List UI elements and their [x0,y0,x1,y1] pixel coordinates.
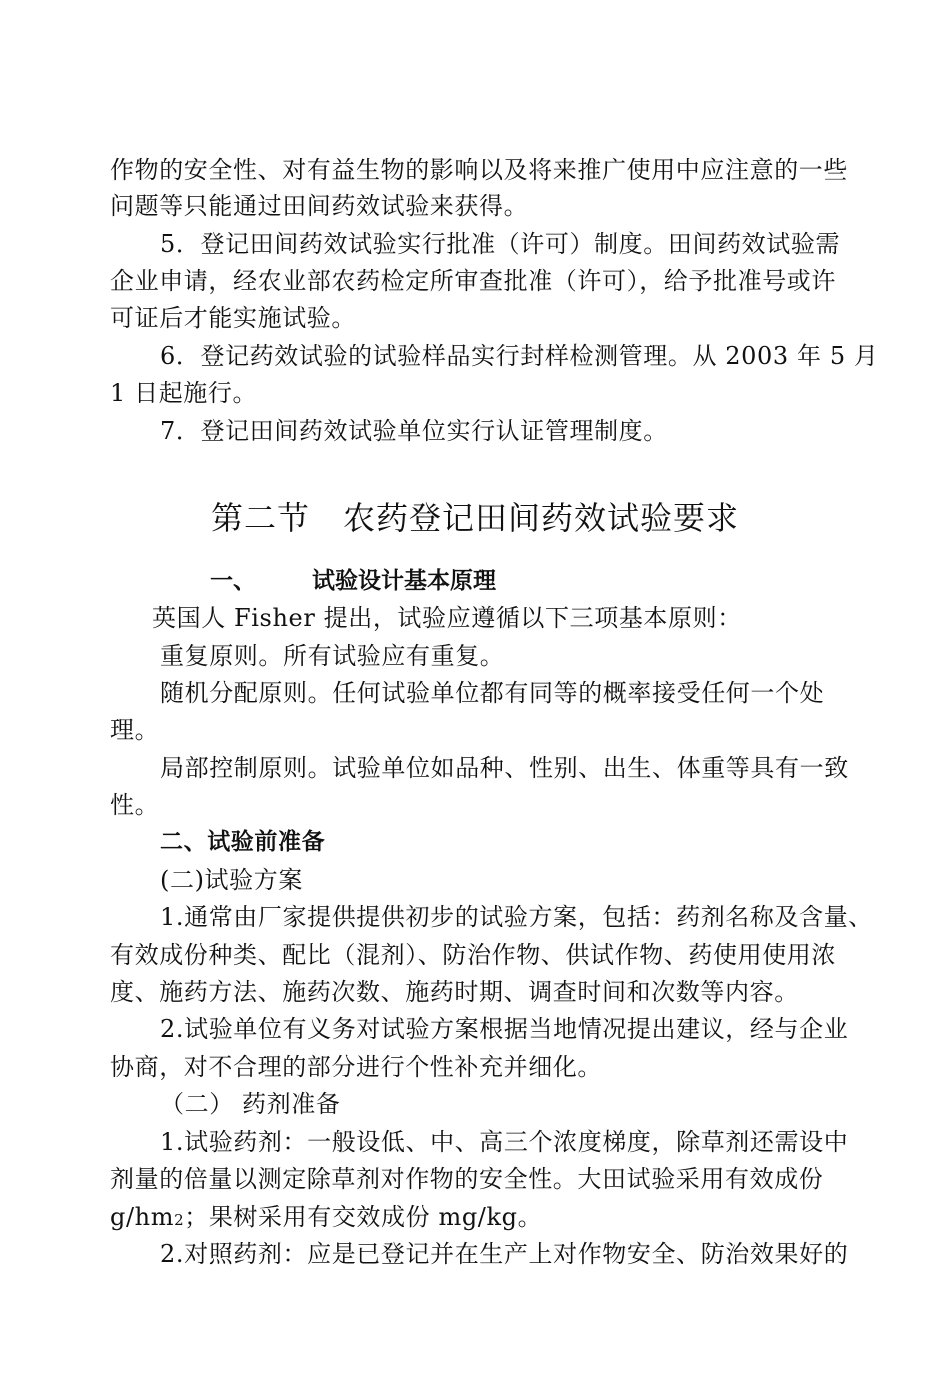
heading-level-1 [210,563,496,599]
body-line: 重复原则。所有试验应有重复。 [160,642,505,670]
paragraph-line: 5．登记田间药效试验实行批准（许可）制度。田间药效试验需 [160,230,841,258]
plan-line: 度、施药方法、施药次数、施药时期、调查时间和次数等内容。 [110,978,799,1006]
section-title: 第二节 农药登记田间药效试验要求 [210,499,739,537]
paragraph-line: 可证后才能实施试验。 [110,304,356,332]
plan-line: 2.试验单位有义务对试验方案根据当地情况提出建议，经与企业 [160,1015,849,1043]
heading-text: 试验设计基本原理 [312,568,496,594]
plan-line: 1.通常由厂家提供提供初步的试验方案，包括：药剂名称及含量、 [160,903,873,931]
unit-line [110,1199,855,1238]
body-line: 英国人 Fisher 提出，试验应遵循以下三项基本原则： [152,604,742,632]
paragraph-line: 企业申请，经农业部农药检定所审查批准（许可），给予批准号或许 [110,267,836,295]
paragraph-line: 6．登记药效试验的试验样品实行封样检测管理。从 2003 年 5 月 [160,342,879,370]
reagent-line: 1.试验药剂：一般设低、中、高三个浓度梯度，除草剂还需设中 [160,1128,849,1156]
paragraph-line: 1 日起施行。 [110,379,258,407]
plan-line: 有效成份种类、配比（混剂）、防治作物、供试作物、药使用使用浓 [110,941,836,969]
body-line: 理。 [110,716,160,744]
plan-line: 协商，对不合理的部分进行个性补充并细化。 [110,1053,602,1081]
control-line: 2.对照药剂：应是已登记并在生产上对作物安全、防治效果好的 [160,1240,849,1268]
sub-heading: （二） 药剂准备 [160,1090,341,1118]
paragraph-line: 7．登记田间药效试验单位实行认证管理制度。 [160,417,668,445]
paragraph-line: 作物的安全性、对有益生物的影响以及将来推广使用中应注意的一些 [110,156,848,184]
paragraph-line: 问题等只能通过田间药效试验来获得。 [110,192,529,220]
unit-prefix: g/hm [110,1203,175,1231]
body-line: 局部控制原则。试验单位如品种、性别、出生、体重等具有一致 [160,754,849,782]
sub-heading: (二)试验方案 [160,866,303,894]
reagent-line: 剂量的倍量以测定除草剂对作物的安全性。大田试验采用有效成份 [110,1165,824,1193]
body-line: 随机分配原则。任何试验单位都有同等的概率接受任何一个处 [160,679,825,707]
heading-number: 一、 [210,568,256,594]
unit-suffix: ；果树采用有交效成份 mg/kg。 [184,1203,543,1231]
heading-level-2: 二、试验前准备 [160,829,326,855]
unit-subscript: 2 [174,1211,185,1229]
body-line: 性。 [110,791,160,819]
